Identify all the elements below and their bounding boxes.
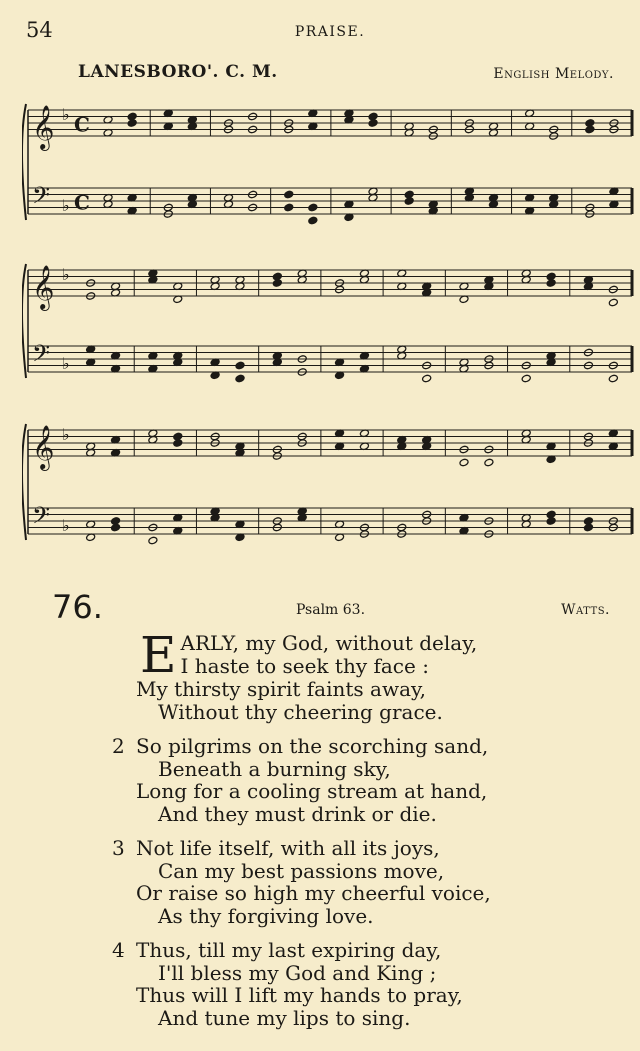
flat-icon: ♭: [62, 515, 70, 535]
page-number: 54: [26, 18, 53, 42]
verse-line: [112, 837, 612, 860]
note-head: [284, 190, 294, 199]
note-head: [235, 361, 245, 370]
verse-line: ARLY, my God, without delay,: [180, 631, 478, 655]
verse-text: Thus, till my last expiring day,: [136, 938, 442, 962]
running-head: PRAISE.: [294, 24, 366, 40]
common-time-icon: C: [74, 112, 90, 137]
bass-clef-icon: 𝄢: [32, 339, 51, 373]
brace-icon: [22, 264, 26, 378]
stanza-number: 3: [112, 836, 125, 860]
note-head: [546, 279, 556, 288]
treble-clef-icon: 𝄞: [32, 265, 55, 309]
note-head: [111, 523, 121, 532]
note-head: [459, 458, 469, 467]
stanza-number: 4: [112, 938, 125, 962]
verse-line: And they must drink or die.: [158, 801, 437, 826]
note-head: [235, 374, 245, 383]
verse-line: Without thy cheering grace.: [158, 699, 443, 724]
note-head: [308, 203, 318, 212]
treble-clef-icon: 𝄞: [32, 105, 55, 149]
tune-source: English Melody.: [493, 66, 614, 82]
flat-icon: ♭: [62, 195, 70, 215]
music-score: [22, 88, 638, 568]
stanza-4: [112, 939, 612, 1029]
stanza-2: [112, 735, 612, 825]
verse-line: Long for a cooling stream at hand,: [136, 779, 488, 803]
note-head: [368, 119, 378, 128]
tune-name: LANESBORO'. C. M.: [78, 62, 278, 82]
note-head: [484, 458, 494, 467]
verse-line: Beneath a burning sky,: [158, 756, 391, 781]
verse-line: Thus will I lift my hands to pray,: [136, 983, 463, 1007]
note-head: [546, 517, 556, 526]
note-head: [272, 279, 282, 288]
note-head: [148, 536, 158, 545]
flat-icon: ♭: [62, 353, 70, 373]
stanza-1: [112, 626, 612, 724]
verse-line: I'll bless my God and King ;: [158, 960, 437, 985]
note-head: [308, 216, 318, 225]
treble-clef-icon: 𝄞: [32, 425, 55, 469]
verse-line: Or raise so high my cheerful voice,: [136, 881, 491, 905]
brace-icon: [22, 104, 26, 220]
brace-icon: [22, 424, 26, 540]
verse-text: So pilgrims on the scorching sand,: [136, 734, 489, 758]
drop-cap: E: [140, 626, 177, 684]
note-head: [127, 119, 137, 128]
hymn-number: 76.: [52, 588, 103, 626]
verse-line: I haste to seek thy face :: [180, 653, 429, 678]
verse-line: [112, 735, 612, 758]
flat-icon: ♭: [62, 424, 70, 444]
verse-line: Can my best passions move,: [158, 858, 445, 883]
flat-icon: ♭: [62, 264, 70, 284]
note-head: [521, 374, 531, 383]
flat-icon: ♭: [62, 104, 70, 124]
verse-line: As thy forgiving love.: [158, 903, 374, 928]
verse-line: And tune my lips to sing.: [158, 1005, 411, 1030]
hymn-reference: Psalm 63.: [296, 602, 366, 618]
note-head: [583, 523, 593, 532]
verse-text: Not life itself, with all its joys,: [136, 836, 440, 860]
note-head: [585, 125, 595, 134]
bass-clef-icon: 𝄢: [32, 181, 51, 215]
note-head: [608, 374, 618, 383]
common-time-icon: C: [74, 190, 90, 215]
note-head: [284, 203, 294, 212]
note-head: [173, 439, 183, 448]
hymn-author: Watts.: [561, 602, 610, 618]
note-head: [608, 298, 618, 307]
note-head: [404, 197, 414, 206]
note-head: [422, 374, 432, 383]
verse-line: [112, 939, 612, 962]
stanza-number: 2: [112, 734, 125, 758]
verse-line: My thirsty spirit faints away,: [136, 677, 427, 701]
hymn-verses: [112, 626, 612, 1041]
stanza-3: [112, 837, 612, 927]
bass-clef-icon: 𝄢: [32, 501, 51, 535]
